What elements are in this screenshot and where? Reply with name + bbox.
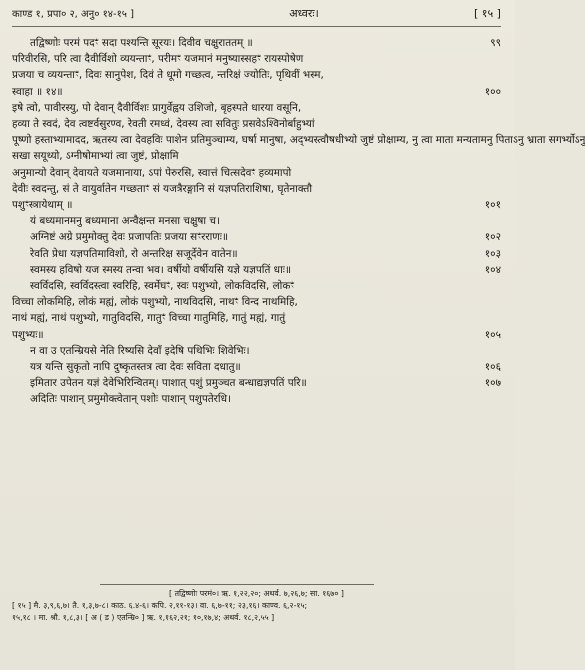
verse-text: तद्विष्णोः परमं पदꣳ सदा पश्यन्ति सूरयः। दिवीव चक्षुराततम् ॥ [30, 37, 253, 49]
verse-text: न वा उ एतन्म्रियसे नेति रिष्यसि देवाँ इदेषि पथिभिः शिवेभिः। [30, 344, 250, 357]
verse-line [12, 262, 501, 278]
verse-line [12, 213, 501, 229]
verse-text: विच्चा लोकमिहि, लोकं मह्यं, लोकं पशुभ्यो, नाथविदसि, नाथꣳ विन्द नाथमिहि, [12, 296, 298, 309]
verse-line [12, 246, 501, 262]
verse-line [12, 165, 501, 181]
verse-line [12, 343, 501, 359]
verse-line [12, 310, 501, 326]
verse-line [12, 391, 501, 407]
verse-line [12, 132, 585, 148]
verse-line [12, 116, 501, 132]
verse-text: सखा सयूथ्यो, ऽग्नीषोमाभ्यां त्वा जुष्टं, प्रोक्षामि [12, 150, 179, 163]
verse-line [12, 375, 501, 391]
verse-line [12, 100, 501, 116]
verse-text: देवीः स्वदन्तु, सं ते वायुर्वातेन गच्छताꣳ सं यजत्रैरङ्गानि सं यज्ञपतिराशिषा, घृतेनाक्तौ [12, 182, 313, 195]
verse-line [12, 278, 501, 294]
verse-line [12, 35, 501, 51]
footnotes [12, 584, 501, 624]
footnote-line: १५,१८ । मा. श्रौ. १,८,३। [ अ ( ड ) एतन्म्रि० ] ऋ. १,१६२,२१; १०,१७,४; अथर्व. १८,२,५५ ] [12, 613, 275, 622]
footnote-line: [ १५ ] मै. ३,९,६,७। तै. १,३,७-८। काठ. ६.४-६। कपि. २,११-१३। वा. ६,७-११; २३,१६। काण्व. ६,२-१५; [12, 601, 308, 610]
footnote-rule [100, 584, 374, 585]
verse-text: प्रजया च व्ययन्ताꣳ, दिवः सानुपेश, दिवं ते धूमो गच्छत्व, न्तरिक्षं ज्योतिः, पृथिवीं भस्म, [12, 69, 324, 82]
verse-number: १०६ [484, 361, 501, 374]
verse-number: ९९ [490, 37, 501, 49]
verse-number: १०२ [484, 231, 501, 244]
verse-text: स्वर्विदसि, स्वर्विदस्त्वा स्वरिहि, स्वर्मेघꣳ, स्वः पशुभ्यो, लोकविदसि, लोकꣳ [30, 280, 295, 293]
verse-text: हव्या ते स्वदं, देव त्वष्टर्वसुरण्व, रेवती रमध्वं, देवस्य त्वा सवितुः प्रसवेऽश्विनोर्बाहुभ्यां [12, 118, 315, 131]
verse-line [12, 359, 501, 375]
verse-text: इषे त्वो, पावीरस्यु, पो देवान् दैवीर्विशः प्रागुर्वेह्वय उशिजो, बृहस्पते धारया वसूनि, [12, 101, 302, 114]
verse-line [12, 181, 501, 197]
verse-number: १०१ [484, 199, 501, 212]
page-number: [ १५ ] [473, 7, 501, 20]
verse-text: नाथं मह्यं, नाथं पशुभ्यो, गातुविदसि, गातुꣳ विच्चा गातुमिहि, गातुं मह्यं, गातुं [12, 312, 286, 325]
verse-number: १०० [484, 85, 501, 98]
verse-line [12, 67, 501, 83]
verse-number: १०४ [484, 263, 501, 276]
verse-body [12, 35, 585, 408]
verse-text: पशुꣳस्त्रायेथाम् ॥ [12, 199, 73, 212]
verse-text: अनुमान्यो देवान् देवायते यजमानाया, ऽपां पेरुरसि, स्वात्तं चित्सदेवꣳ हव्यमापो [12, 166, 292, 179]
verse-text: रेवति प्रेधा यज्ञपतिमाविशो, रो अन्तरिक्ष सजूर्देवेन वातेन॥ [30, 247, 238, 260]
verse-text: स्वाहा ॥ १४॥ [12, 85, 63, 98]
footnote-line: [ तद्विष्णोः परमं०। ऋ. १,२२,२०; अथर्व. ७,२६,७; सा. १६७० ] [169, 589, 344, 598]
verse-line [12, 148, 501, 164]
verse-number: १०३ [484, 247, 501, 260]
verse-number: १०५ [484, 328, 501, 341]
verse-line [12, 51, 501, 67]
verse-text: अग्निष्टं अग्रे प्रमुमोक्तु देवः प्रजापतिः प्रजया सꣳरराणः॥ [30, 231, 229, 244]
header-left: काण्ड १, प्रपा० २, अनु० १४-१५ ] [12, 9, 135, 20]
verse-number: १०७ [484, 377, 501, 390]
verse-text: यं बध्यमानमनु बध्यमाना अन्वैक्षन्त मनसा चक्षुषा च। [30, 215, 220, 228]
verse-text: अदितिः पाशान् प्रमुमोक्त्वेतान् पशोः पाशान् पशुपतेरधि। [30, 393, 231, 406]
verse-line [12, 84, 501, 100]
running-header [12, 6, 501, 27]
verse-line [12, 229, 501, 245]
verse-text: इमितार उपेतन यज्ञं देवेभिरिन्वितम्। पाशात् पशुं प्रमुञ्चत बन्धाद्यज्ञपतिं परि॥ [30, 377, 307, 390]
verse-text: स्वमस्य हविषो यज स्मस्य तन्वा भव। वर्षीयो वर्षीयसि यज्ञे यज्ञपतिं धाः॥ [30, 263, 292, 276]
header-title: अध्वरः। [289, 7, 319, 20]
verse-line [12, 197, 501, 213]
verse-text: पशुभ्यः॥ [12, 328, 44, 341]
verse-line [12, 327, 501, 343]
verse-text: यत्र यन्ति सुकृतो नापि दुष्कृतस्तत्र त्वा देवः सविता दधातु॥ [30, 361, 241, 374]
verse-text: परिवीरसि, परि त्वा दैवीर्विशो व्ययन्ताꣳ, परीमꣳ यजमानं मनुष्यास्सहꣳ रायस्पोषेण [12, 53, 304, 66]
verse-line [12, 294, 501, 310]
verse-text: पूष्णो हस्ताभ्यामादद, ऋतस्य त्वा देवहविः पाशेन प्रतिमुञ्चाम्य, घर्षा मानुषा, अद्भ्यस्त्वौषधीभ्यो जुष्टं प्रोक्षाम्य, नु त्वा माता मन्यतामनु पिताऽनु भ्राता सगर्भ्योऽनु [12, 134, 585, 147]
